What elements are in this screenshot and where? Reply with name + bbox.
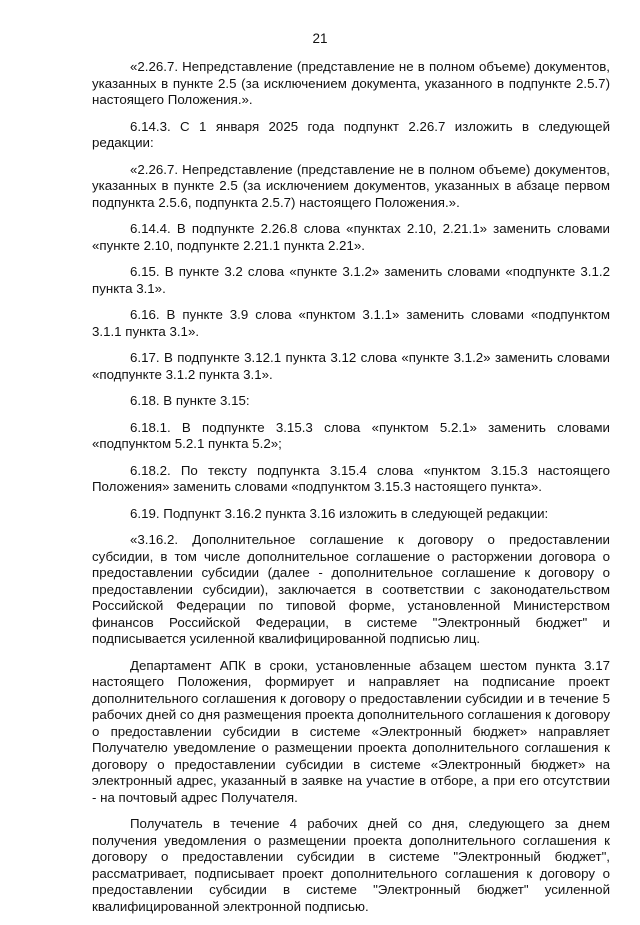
paragraph-6-14-3: 6.14.3. С 1 января 2025 года подпункт 2.26.7 изложить в следующей редакции: [92,118,610,150]
paragraph-recipient: Получатель в течение 4 рабочих дней со дня, следующего за днем получения уведомления о размещении проекта дополнительного соглашения к договору о предоставлении субсидии в системе "Электронный бюджет", рассматривает, подписывает проект дополнительного соглашения к договору о предоставлении субсидии в системе "Электронный бюджет" усиленной квалифицированной электронной подписью. [92,816,610,914]
page-number: 21 [312,31,328,46]
paragraph-quote-2-26-7-new: «2.26.7. Непредставление (представление не в полном объеме) документов, указанных в пункте 2.5 (за исключением документов, указанных в абзаце первом подпункта 2.5.6, подпункта 2.5.7) настоящего Положения.». [92,161,610,210]
paragraph-6-18: 6.18. В пункте 3.15: [130,393,250,408]
document-body [92,59,610,925]
paragraph-6-19: 6.19. Подпункт 3.16.2 пункта 3.16 изложить в следующей редакции: [130,505,549,521]
paragraph-quote-2-26-7-original: «2.26.7. Непредставление (представление не в полном объеме) документов, указанных в пункте 2.5 (за исключением документа, указанного в подпункте 2.5.7) настоящего Положения.». [92,59,610,107]
paragraph-6-16: 6.16. В пункте 3.9 слова «пунктом 3.1.1» заменить словами «подпунктом 3.1.1 пункта 3.1». [92,307,610,339]
paragraph-6-14-4: 6.14.4. В подпункте 2.26.8 слова «пунктах 2.10, 2.21.1» заменить словами «пункте 2.10, подпункте 2.21.1 пункта 2.21». [92,221,610,253]
paragraph-6-17: 6.17. В подпункте 3.12.1 пункта 3.12 слова «пункте 3.1.2» заменить словами «подпункте 3.1.2 пункта 3.1». [92,350,610,382]
paragraph-6-18-1: 6.18.1. В подпункте 3.15.3 слова «пунктом 5.2.1» заменить словами «подпунктом 5.2.1 пункта 5.2»; [92,419,610,451]
paragraph-department-apk: Департамент АПК в сроки, установленные абзацем шестом пункта 3.17 настоящего Положения, формирует и направляет на подписание проект дополнительного соглашения к договору о предоставлении субсидии и в течение 5 рабочих дней со дня размещения проекта дополнительного соглашения к договору о предоставлении субсидии в системе «Электронный бюджет» направляет Получателю уведомление о размещении проекта дополнительного соглашения к договору о предоставлении субсидии в системе «Электронный бюджет» на электронный адрес, указанный в заявке на участие в отборе, а при его отсутствии - на почтовый адрес Получателя. [92,657,610,805]
paragraph-6-15: 6.15. В пункте 3.2 слова «пункте 3.1.2» заменить словами «подпункте 3.1.2 пункта 3.1». [92,264,610,296]
paragraph-quote-3-16-2: «3.16.2. Дополнительное соглашение к договору о предоставлении субсидии, в том числе дополнительное соглашение о расторжении договора о предоставлении субсидии (далее - дополнительное соглашение к договору о предоставлении субсидии), заключается в соответствии с законодательством Российской Федерации по типовой форме, установленной Министерством финансов Российской Федерации, в системе "Электронный бюджет" и подписывается усиленной квалифицированной подписью лиц. [92,532,610,646]
paragraph-6-18-2: 6.18.2. По тексту подпункта 3.15.4 слова «пунктом 3.15.3 настоящего Положения» заменить словами «подпунктом 3.15.3 настоящего пункта». [92,462,610,494]
